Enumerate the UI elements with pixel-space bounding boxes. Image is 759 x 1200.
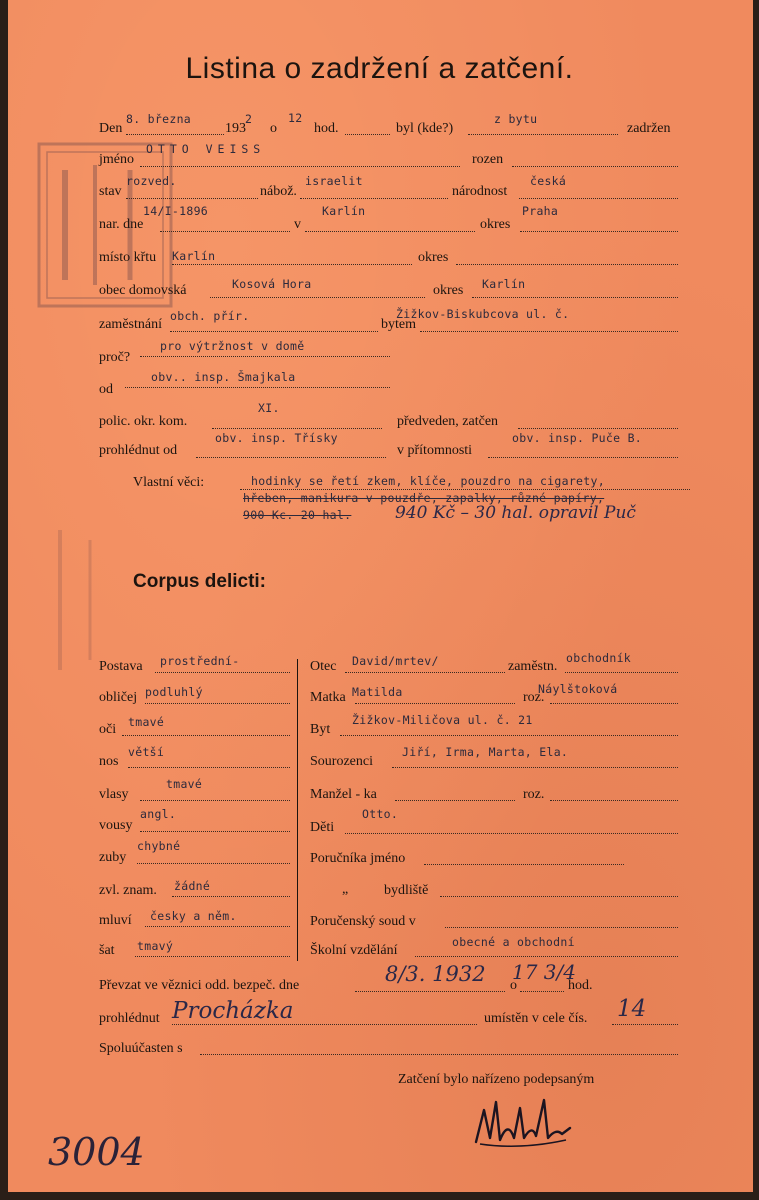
skolni-label: Školní vzdělání bbox=[310, 943, 398, 958]
oblicej-line bbox=[145, 703, 290, 704]
den-value: 8. března bbox=[126, 112, 192, 126]
year-label: 193 bbox=[225, 121, 246, 136]
sat-value: tmavý bbox=[137, 939, 174, 953]
sourozenci-line bbox=[392, 767, 678, 768]
jmeno-value: OTTO VEISS bbox=[146, 142, 266, 156]
zadrzen-label: zadržen bbox=[627, 121, 671, 136]
nos-label: nos bbox=[99, 754, 119, 769]
rozen-line bbox=[512, 166, 678, 167]
roz2-line bbox=[550, 800, 678, 801]
naboz-label: nábož. bbox=[260, 184, 297, 199]
bydliste-line bbox=[440, 896, 678, 897]
polic-line bbox=[212, 428, 382, 429]
prevzat-o: o bbox=[510, 978, 517, 993]
official-signature bbox=[470, 1080, 580, 1160]
hour-value: 12 bbox=[288, 111, 303, 125]
prohlednut-label: prohlédnut od bbox=[99, 443, 178, 458]
zvl-znam-line bbox=[172, 896, 290, 897]
scan-edge-left bbox=[0, 0, 8, 1200]
prevzat-time: 17 3/4 bbox=[512, 960, 576, 984]
zamestn-label: zaměstn. bbox=[508, 659, 558, 674]
document-title: Listina o zadržení a zatčení. bbox=[185, 52, 574, 85]
byt-label: Byt bbox=[310, 722, 331, 737]
rozen-label: rozen bbox=[472, 152, 504, 167]
mluvi-line bbox=[145, 926, 290, 927]
zamestnani-value: obch. přír. bbox=[170, 309, 250, 323]
scan-edge-right bbox=[753, 0, 759, 1200]
zamestnani-line bbox=[170, 331, 378, 332]
oblicej-value: podluhlý bbox=[145, 685, 203, 699]
kde-line bbox=[468, 134, 618, 135]
roz-value: Náylštoková bbox=[538, 682, 618, 696]
polic-label: polic. okr. kom. bbox=[99, 414, 188, 429]
deti-line bbox=[345, 833, 678, 834]
bydliste-quote: „ bbox=[342, 882, 349, 897]
kde-value: z bytu bbox=[494, 112, 538, 126]
cela-value: 14 bbox=[617, 996, 647, 1022]
nar-line bbox=[160, 231, 290, 232]
zatceni-label: Zatčení bylo nařízeno podepsaným bbox=[398, 1072, 595, 1087]
veci-line1: hodinky se řetí zkem, klíče, pouzdro na cigarety, bbox=[251, 474, 605, 488]
veci-line2: hřeben, manikura v pouzdře, zapalky, různé papíry, bbox=[243, 491, 605, 505]
deti-label: Děti bbox=[310, 820, 335, 835]
roz2-label: roz. bbox=[523, 787, 545, 802]
veci-line1-rule bbox=[240, 489, 690, 490]
skolni-value: obecné a obchodní bbox=[452, 935, 575, 949]
bydliste-label: bydliště bbox=[384, 883, 429, 898]
vousy-value: angl. bbox=[140, 807, 177, 821]
okres3-value: Karlín bbox=[482, 277, 526, 291]
postava-label: Postava bbox=[99, 659, 143, 674]
naboz-line bbox=[300, 198, 448, 199]
byt-line bbox=[340, 735, 678, 736]
otec-value: David/mrtev/ bbox=[352, 654, 439, 668]
manzel-line bbox=[395, 800, 515, 801]
deti-value: Otto. bbox=[362, 807, 399, 821]
oci-label: oči bbox=[99, 722, 117, 737]
krtu-label: místo křtu bbox=[99, 250, 157, 265]
prohlednut2-line bbox=[172, 1024, 477, 1025]
prohlednut2-label: prohlédnut bbox=[99, 1011, 160, 1026]
predveden-line bbox=[518, 428, 678, 429]
o-label: o bbox=[270, 121, 277, 136]
zuby-label: zuby bbox=[99, 850, 127, 865]
byte-value: Žižkov-Biskubcova ul. č. bbox=[396, 307, 570, 321]
prohlednut-value: obv. insp. Třísky bbox=[215, 431, 338, 445]
matka-line bbox=[355, 703, 515, 704]
pritomnosti-line bbox=[488, 457, 678, 458]
nar-label: nar. dne bbox=[99, 217, 144, 232]
prevzat-hod: hod. bbox=[568, 978, 593, 993]
veci-label: Vlastní věci: bbox=[133, 475, 205, 490]
domovska-value: Kosová Hora bbox=[232, 277, 312, 291]
oci-line bbox=[122, 735, 290, 736]
stav-label: stav bbox=[99, 184, 122, 199]
nar-value: 14/I-1896 bbox=[143, 204, 209, 218]
vlasy-line bbox=[140, 800, 290, 801]
narodnost-line bbox=[519, 198, 678, 199]
mluvi-value: česky a něm. bbox=[150, 909, 237, 923]
zamestn-line bbox=[565, 672, 678, 673]
nos-value: větší bbox=[128, 745, 165, 759]
proc-value: pro výtržnost v domě bbox=[160, 339, 305, 353]
porucnik-label: Poručníka jméno bbox=[310, 851, 406, 866]
oci-value: tmavé bbox=[128, 715, 165, 729]
v-value: Karlín bbox=[322, 204, 366, 218]
zuby-value: chybné bbox=[137, 839, 181, 853]
okres1-value: Praha bbox=[522, 204, 559, 218]
predveden-label: předveden, zatčen bbox=[397, 414, 499, 429]
skolni-line bbox=[415, 956, 678, 957]
vousy-line bbox=[140, 831, 290, 832]
roz-label: roz. bbox=[523, 690, 545, 705]
veci-line3-struck: 900 Kc. 20 hal. bbox=[243, 508, 352, 522]
year-value: 2 bbox=[245, 112, 253, 126]
v-line bbox=[305, 231, 475, 232]
okres1-line bbox=[520, 231, 678, 232]
proc-line bbox=[140, 356, 390, 357]
matka-value: Matilda bbox=[352, 685, 403, 699]
vlasy-value: tmavé bbox=[166, 777, 203, 791]
matka-label: Matka bbox=[310, 690, 346, 705]
byte-line bbox=[420, 331, 678, 332]
krtu-value: Karlín bbox=[172, 249, 216, 263]
postava-line bbox=[155, 672, 290, 673]
prohlednut-signature: Procházka bbox=[172, 998, 294, 1024]
porucnik-line bbox=[424, 864, 624, 865]
vousy-label: vousy bbox=[99, 818, 133, 833]
domovska-line bbox=[210, 297, 425, 298]
spoluucasten-label: Spoluúčasten s bbox=[99, 1041, 183, 1056]
narodnost-value: česká bbox=[530, 174, 567, 188]
roz-line bbox=[550, 703, 678, 704]
spoluucasten-line bbox=[200, 1054, 678, 1055]
prevzat-time-line bbox=[520, 991, 564, 992]
postava-value: prostřední- bbox=[160, 654, 240, 668]
zvl-znam-label: zvl. znam. bbox=[99, 883, 157, 898]
otec-line bbox=[345, 672, 505, 673]
manzel-label: Manžel - ka bbox=[310, 787, 377, 802]
prevzat-line bbox=[355, 991, 505, 992]
sourozenci-value: Jiří, Irma, Marta, Ela. bbox=[402, 745, 569, 759]
mluvi-label: mluví bbox=[99, 913, 132, 928]
prevzat-label: Převzat ve věznici odd. bezpeč. dne bbox=[99, 978, 300, 993]
prohlednut-line bbox=[196, 457, 386, 458]
nos-line bbox=[128, 767, 290, 768]
okres3-line bbox=[472, 297, 678, 298]
den-label: Den bbox=[99, 121, 123, 136]
proc-label: proč? bbox=[99, 350, 131, 365]
kde-label: byl (kde?) bbox=[396, 121, 454, 136]
od-value: obv.. insp. Šmajkala bbox=[151, 370, 296, 384]
faded-stamp-trace bbox=[40, 520, 130, 680]
od-label: od bbox=[99, 382, 113, 397]
jmeno-label: jméno bbox=[99, 152, 134, 167]
sourozenci-label: Sourozenci bbox=[310, 754, 373, 769]
sat-label: šat bbox=[99, 943, 115, 958]
prevzat-date: 8/3. 1932 bbox=[385, 962, 486, 986]
narodnost-label: národnost bbox=[452, 184, 508, 199]
soud-label: Poručenský soud v bbox=[310, 914, 416, 929]
byte-label: bytem bbox=[381, 317, 416, 332]
corpus-delicti-heading: Corpus delicti: bbox=[133, 571, 267, 592]
column-divider bbox=[297, 659, 298, 961]
krtu-line bbox=[172, 264, 412, 265]
vlasy-label: vlasy bbox=[99, 787, 129, 802]
pritomnosti-label: v přítomnosti bbox=[397, 443, 473, 458]
zamestnani-label: zaměstnání bbox=[99, 317, 162, 332]
okres2-label: okres bbox=[418, 250, 449, 265]
hod-line bbox=[345, 134, 390, 135]
naboz-value: israelit bbox=[305, 174, 363, 188]
v-label: v bbox=[294, 217, 301, 232]
zvl-znam-value: žádné bbox=[174, 879, 211, 893]
otec-label: Otec bbox=[310, 659, 337, 674]
veci-line3-handwritten: 940 Kč – 30 hal. opravil Puč bbox=[395, 503, 636, 523]
od-line bbox=[125, 387, 390, 388]
okres-label: okres bbox=[480, 217, 511, 232]
cela-line bbox=[612, 1024, 678, 1025]
domovska-label: obec domovská bbox=[99, 283, 187, 298]
zamestn-value: obchodník bbox=[566, 651, 632, 665]
umisten-label: umístěn v cele čís. bbox=[484, 1011, 588, 1026]
okres2-line bbox=[456, 264, 678, 265]
hod-label: hod. bbox=[314, 121, 339, 136]
sat-line bbox=[135, 956, 290, 957]
soud-line bbox=[445, 927, 678, 928]
scan-edge-bottom bbox=[0, 1192, 759, 1200]
pritomnosti-value: obv. insp. Puče B. bbox=[512, 431, 643, 445]
corner-archive-number: 3004 bbox=[48, 1130, 145, 1174]
stav-value: rozved. bbox=[126, 174, 177, 188]
byt-value: Žižkov-Miličova ul. č. 21 bbox=[352, 713, 533, 727]
okres3-label: okres bbox=[433, 283, 464, 298]
oblicej-label: obličej bbox=[99, 690, 138, 705]
jmeno-line bbox=[140, 166, 460, 167]
zuby-line bbox=[137, 863, 290, 864]
stav-line bbox=[126, 198, 258, 199]
polic-value: XI. bbox=[258, 401, 280, 415]
den-line bbox=[126, 134, 224, 135]
